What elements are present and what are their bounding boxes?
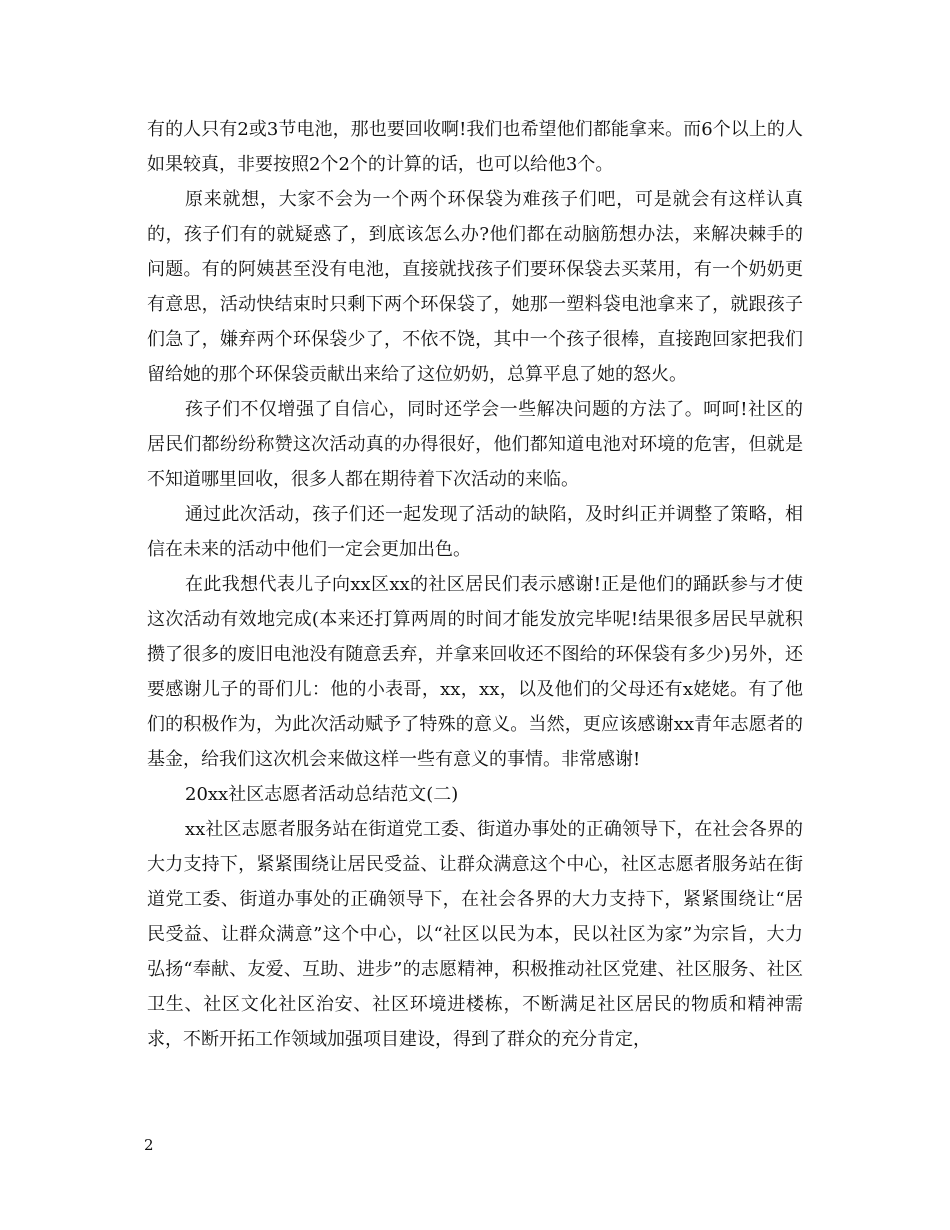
paragraph-1: 有的人只有2或3节电池，那也要回收啊!我们也希望他们都能拿来。而6个以上的人如果较真，非要按照2个2个的计算的话，也可以给他3个。 [147, 119, 803, 175]
paragraph-4: 通过此次活动，孩子们还一起发现了活动的缺陷，及时纠正并调整了策略，相信在未来的活动中他们一定会更加出色。 [147, 504, 803, 560]
paragraph-3: 孩子们不仅增强了自信心，同时还学会一些解决问题的方法了。呵呵!社区的居民们都纷纷称赞这次活动真的办得很好，他们都知道电池对环境的危害，但就是不知道哪里回收，很多人都在期待着下次活动的来临。 [147, 399, 803, 490]
paragraph-2: 原来就想，大家不会为一个两个环保袋为难孩子们吧，可是就会有这样认真的，孩子们有的就疑惑了，到底该怎么办?他们都在动脑筋想办法，来解决棘手的问题。有的阿姨甚至没有电池，直接就找孩子们要环保袋去买菜用，有一个奶奶更有意思，活动快结束时只剩下两个环保袋了，她那一塑料袋电池拿来了，就跟孩子们急了，嫌弃两个环保袋少了，不依不饶，其中一个孩子很棒，直接跑回家把我们留给她的那个环保袋贡献出来给了这位奶奶，总算平息了她的怒火。 [147, 189, 803, 385]
paragraph-6: xx社区志愿者服务站在街道党工委、街道办事处的正确领导下，在社会各界的大力支持下，紧紧围绕让居民受益、让群众满意这个中心，社区志愿者服务站在街道党工委、街道办事处的正确领导下，在社会各界的大力支持下，紧紧围绕让“居民受益、让群众满意”这个中心，以“社区以民为本，民以社区为家”为宗旨，大力弘扬“奉献、友爱、互助、进步”的志愿精神，积极推动社区党建、社区服务、社区卫生、社区文化社区治安、社区环境进楼栋，不断满足社区居民的物质和精神需求，不断开拓工作领域加强项目建设，得到了群众的充分肯定， [147, 819, 803, 1050]
page-number: 2 [144, 1136, 154, 1154]
document-body [147, 112, 803, 1057]
section-heading: 20xx社区志愿者活动总结范文(二) [185, 784, 459, 805]
paragraph-5: 在此我想代表儿子向xx区xx的社区居民们表示感谢!正是他们的踊跃参与才使这次活动有效地完成(本来还打算两周的时间才能发放完毕呢!结果很多居民早就积攒了很多的废旧电池没有随意丢弃，并拿来回收还不图给的环保袋有多少)另外，还要感谢儿子的哥们儿：他的小表哥，xx，xx，以及他们的父母还有x姥姥。有了他们的积极作为，为此次活动赋予了特殊的意义。当然，更应该感谢xx青年志愿者的基金，给我们这次机会来做这样一些有意义的事情。非常感谢! [147, 574, 803, 770]
